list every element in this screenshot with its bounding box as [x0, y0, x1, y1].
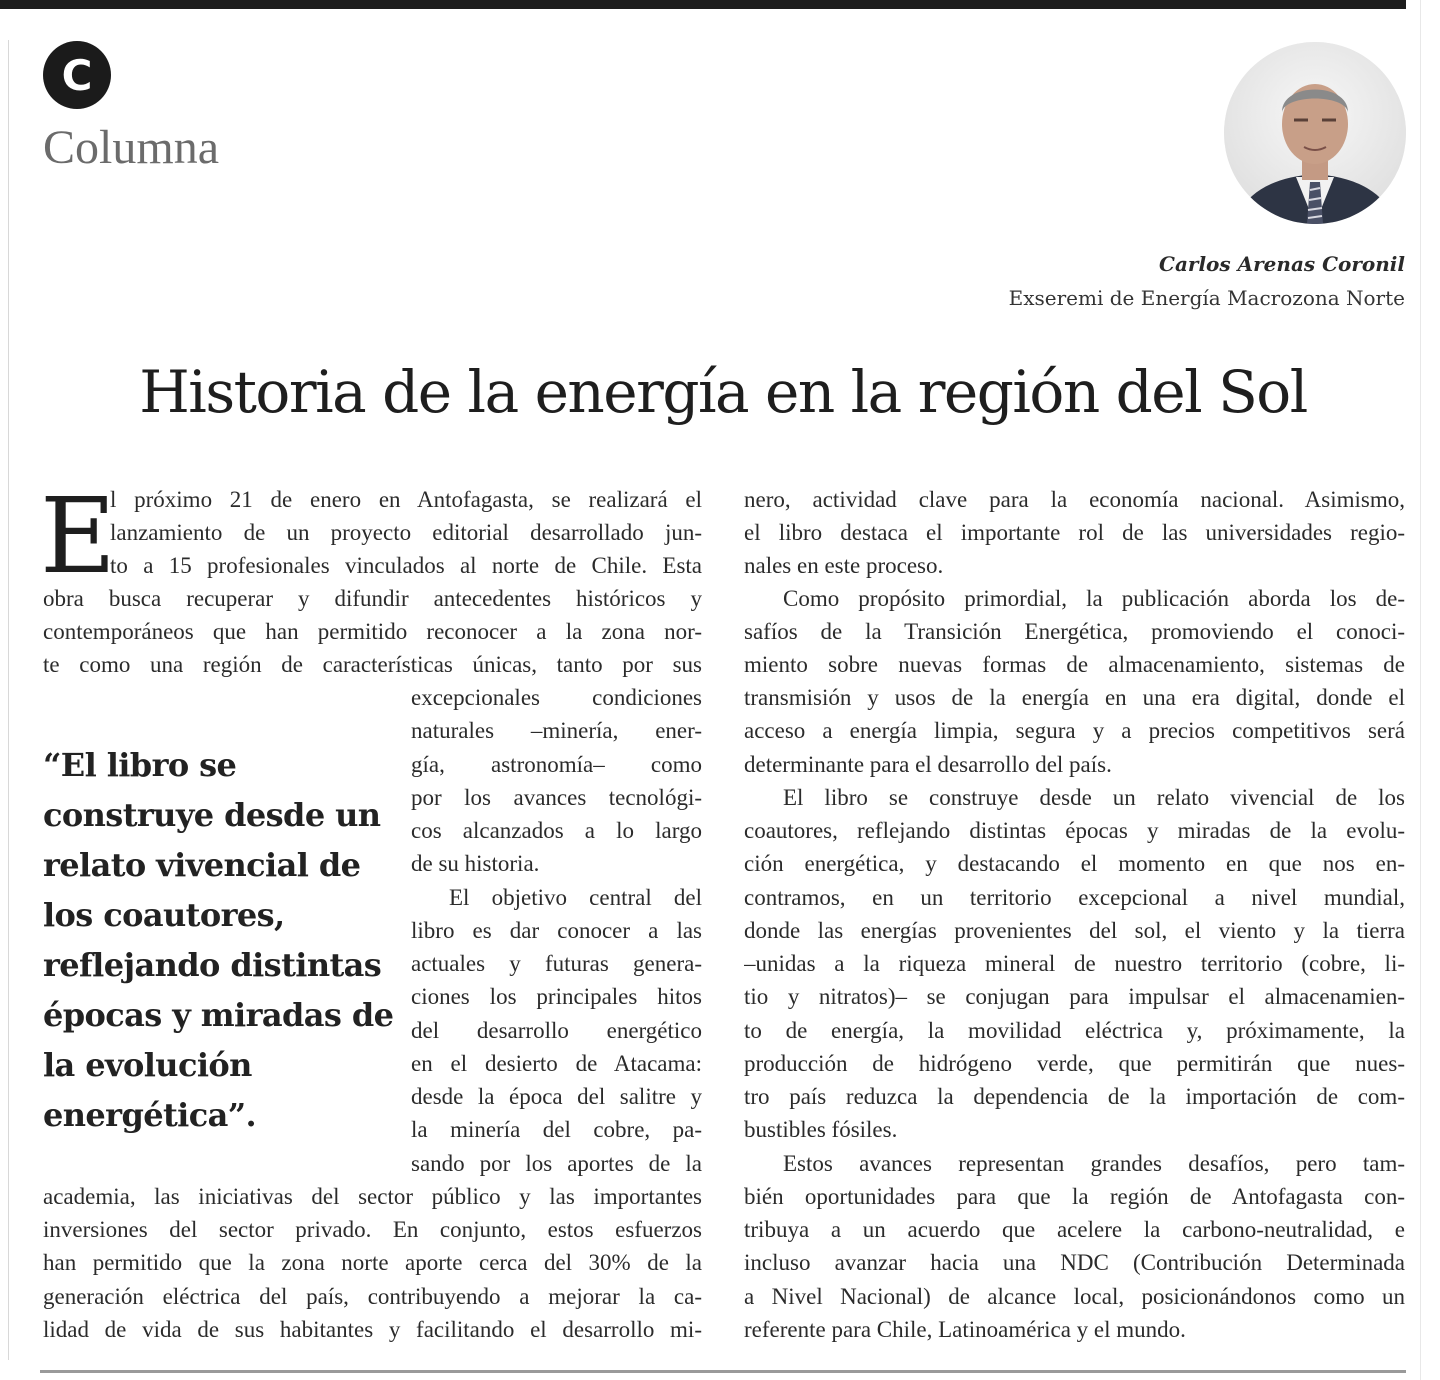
col1-line: por los avances tecnológi-	[411, 785, 702, 810]
col2-line: El libro se construye desde un relato vivencial de los	[783, 785, 1405, 810]
col1-line: desde la época del salitre y	[411, 1084, 702, 1109]
badge-letter: C	[61, 50, 93, 100]
col1-line: generación eléctrica del país, contribuyendo a mejorar la ca-	[43, 1284, 702, 1309]
col1-line: libro es dar conocer a las	[411, 918, 702, 943]
col1-line: del desarrollo energético	[411, 1018, 702, 1043]
column-badge-icon	[43, 41, 111, 109]
col1-line: la minería del cobre, pa-	[411, 1117, 702, 1142]
pull-quote-line: los coautores,	[43, 896, 285, 934]
col2-line: bién oportunidades para que la región de Antofagasta con-	[744, 1184, 1405, 1209]
col1-line: contemporáneos que han permitido reconocer a la zona nor-	[43, 619, 702, 644]
col1-line: academia, las iniciativas del sector público y las importantes	[43, 1184, 702, 1209]
col1-line: actuales y futuras genera-	[411, 951, 702, 976]
left-margin-rule	[8, 40, 9, 1360]
col2-line: –unidas a la riqueza mineral de nuestro territorio (cobre, li-	[744, 951, 1405, 976]
pull-quote	[43, 740, 393, 1140]
pull-quote-line: la evolución	[43, 1046, 252, 1084]
col1-line: excepcionales condiciones	[411, 685, 702, 710]
author-portrait-icon	[1224, 42, 1406, 224]
pull-quote-line: relato vivencial de	[43, 846, 361, 884]
col2-line: coautores, reflejando distintas épocas y miradas de la evolu-	[744, 818, 1405, 843]
bottom-rule	[40, 1370, 1406, 1373]
col2-line: miento sobre nuevas formas de almacenamiento, sistemas de	[744, 652, 1405, 677]
col2-line: producción de hidrógeno verde, que permitirán que nues-	[744, 1051, 1405, 1076]
headline: Historia de la energía en la región del Sol	[139, 358, 1307, 426]
author-photo	[1224, 42, 1406, 224]
col2-line: incluso avanzar hacia una NDC (Contribución Determinada	[744, 1250, 1405, 1275]
col1-line: to a 15 profesionales vinculados al norte de Chile. Esta	[110, 553, 702, 578]
col1-line: sando por los aportes de la	[411, 1151, 702, 1176]
col2-line: to de energía, la movilidad eléctrica y, próximamente, la	[744, 1018, 1405, 1043]
drop-cap: E	[40, 475, 116, 597]
col2-line: referente para Chile, Latinoamérica y el mundo.	[744, 1317, 1186, 1342]
col2-line: tribuya a un acuerdo que acelere la carbono-neutralidad, e	[744, 1217, 1405, 1242]
pull-quote-line: construye desde un	[43, 796, 381, 834]
col1-line: de su historia.	[411, 851, 540, 876]
col2-line: ción energética, y destacando el momento en que nos en-	[744, 851, 1405, 876]
col2-line: donde las energías provenientes del sol, el viento y la tierra	[744, 918, 1405, 943]
pull-quote-line: épocas y miradas de	[43, 996, 394, 1034]
col1-line: te como una región de características únicas, tanto por sus	[43, 652, 702, 677]
col2-line: Como propósito primordial, la publicación aborda los de-	[783, 586, 1405, 611]
section-label: Columna	[43, 121, 219, 174]
col1-line: han permitido que la zona norte aporte cerca del 30% de la	[43, 1250, 702, 1275]
col1-line: obra busca recuperar y difundir antecedentes históricos y	[43, 586, 702, 611]
top-border-bar	[0, 0, 1406, 9]
col2-line: transmisión y usos de la energía en una era digital, donde el	[744, 685, 1405, 710]
col2-line: acceso a energía limpia, segura y a precios competitivos será	[744, 718, 1405, 743]
author-name: Carlos Arenas Coronil	[1159, 252, 1405, 276]
col2-line: el libro destaca el importante rol de las universidades regio-	[744, 520, 1405, 545]
col2-line: a Nivel Nacional) de alcance local, posicionándonos como un	[744, 1284, 1405, 1309]
col2-line: bustibles fósiles.	[744, 1117, 898, 1142]
col1-line: El objetivo central del	[449, 885, 702, 910]
col2-line: tio y nitratos)– se conjugan para impulsar el almacenamien-	[744, 984, 1405, 1009]
col2-line: safíos de la Transición Energética, promoviendo el conoci-	[744, 619, 1405, 644]
col1-line: lanzamiento de un proyecto editorial desarrollado jun-	[110, 520, 702, 545]
pull-quote-line: energética”.	[43, 1096, 257, 1134]
right-margin-rule	[1420, 0, 1421, 1380]
author-role: Exseremi de Energía Macrozona Norte	[1008, 286, 1405, 310]
col1-line: gía, astronomía– como	[411, 752, 702, 777]
col1-line: lidad de vida de sus habitantes y facilitando el desarrollo mi-	[43, 1317, 702, 1342]
col2-line: Estos avances representan grandes desafíos, pero tam-	[783, 1151, 1405, 1176]
col2-line: determinante para el desarrollo del país.	[744, 752, 1112, 777]
col1-line: l próximo 21 de enero en Antofagasta, se realizará el	[110, 487, 702, 512]
col2-line: contramos, en un territorio excepcional a nivel mundial,	[744, 885, 1405, 910]
col2-line: nero, actividad clave para la economía nacional. Asimismo,	[744, 487, 1405, 512]
pull-quote-line: reflejando distintas	[43, 946, 382, 984]
col1-line: naturales –minería, ener-	[411, 718, 702, 743]
col2-line: tro país reduzca la dependencia de la importación de com-	[744, 1084, 1405, 1109]
col1-line: en el desierto de Atacama:	[411, 1051, 702, 1076]
col1-line: cos alcanzados a lo largo	[411, 818, 702, 843]
col2-line: nales en este proceso.	[744, 553, 944, 578]
col1-line: ciones los principales hitos	[411, 984, 702, 1009]
pull-quote-line: “El libro se	[43, 746, 237, 784]
col1-line: inversiones del sector privado. En conjunto, estos esfuerzos	[43, 1217, 702, 1242]
